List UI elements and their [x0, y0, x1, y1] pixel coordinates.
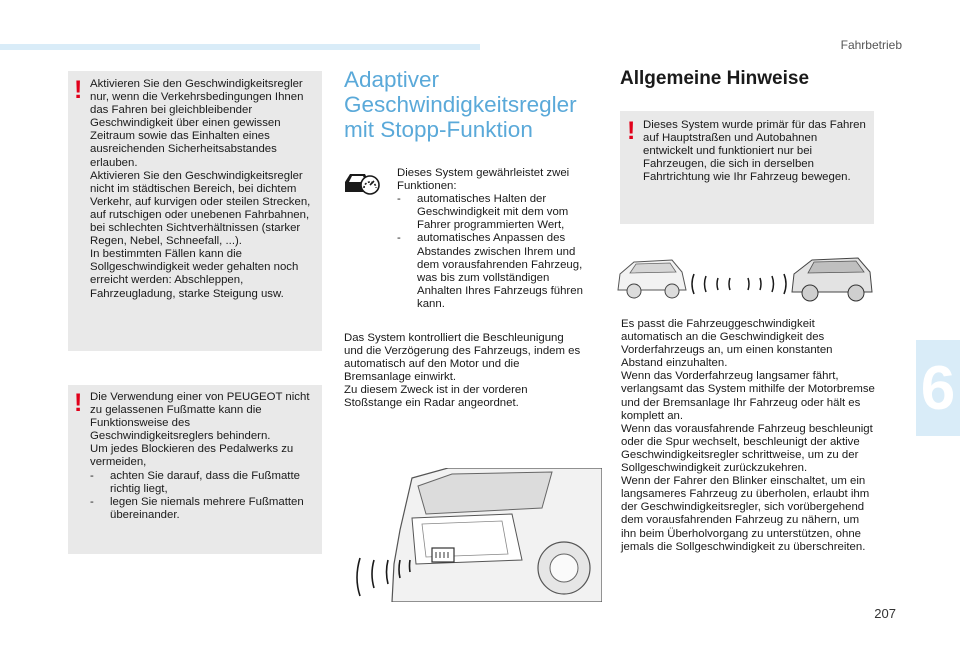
- header-bar: [0, 44, 480, 50]
- adaptive-intro: [397, 167, 587, 311]
- warning-paragraph: Aktivieren Sie den Geschwindigkeitsregler nur, wenn die Verkehrsbedingungen Ihnen das Fahren bei gleichbleibender Geschwindigkeit über einen gewissen Zeitraum sowie das Einhalten eines ausreichenden Sicherheitsabstandes erlauben.: [90, 78, 304, 169]
- chapter-number: 6: [920, 353, 956, 423]
- exclamation-icon: !: [74, 389, 83, 417]
- following-distance-illustration: [612, 250, 876, 305]
- warning-paragraph: In bestimmten Fällen kann die Sollgeschwindigkeit weder gehalten noch erreicht werden: Abschleppen, Fahrzeugladung, starke Steigung usw.: [90, 248, 299, 300]
- list-item: - automatisches Halten der Geschwindigkeit mit dem vom Fahrer programmierten Wert,: [397, 193, 569, 232]
- warning-box-system-scope: [620, 111, 874, 224]
- list-item: - legen Sie niemals mehrere Fußmatten übereinander.: [90, 495, 304, 521]
- general-body-text: Es passt die Fahrzeuggeschwindigkeit automatisch an die Geschwindigkeit des Vorderfahrzeugs an, um einen konstanten Abstand einzuhalten. Wenn das Vorderfahrzeug langsamer fährt, verlangsamt das System mithilfe der Motorbremse und der Bremsanlage Ihr Fahrzeug oder hält es komplett an. Wenn das vorausfahrende Fahrzeug beschleunigt oder die Spur wechselt, beschleunigt der aktive Geschwindigkeitsregler schrittweise, um zu der Sollgeschwindigkeit zurückzukehren. Wenn der Fahrer den Blinker einschaltet, um ein langsameres Fahrzeug zu überholen, erlaubt ihm der Geschwindigkeitsregler, sich vorübergehend dem vorausfahrenden Fahrzeug zu nähern, um ihn beim Überholvorgang zu unterstützen, ohne jemals die Sollgeschwindigkeit zu überschreiten.: [621, 318, 875, 553]
- warning-box-driving-conditions: [68, 71, 322, 351]
- chapter-tab: [916, 340, 960, 436]
- adaptive-cruise-heading: Adaptiver Geschwindigkeitsregler mit Stopp-Funktion: [344, 67, 577, 142]
- exclamation-icon: !: [627, 117, 636, 145]
- warning-paragraph: Die Verwendung einer von PEUGEOT nicht zu gelassenen Fußmatte kann die Funktionsweise des Geschwindigkeitsreglers behindern.: [90, 391, 310, 443]
- section-label: Fahrbetrieb: [840, 38, 902, 52]
- function-list: [397, 193, 587, 311]
- floor-mat-list: [90, 470, 316, 522]
- list-item: - automatisches Anpassen des Abstandes zwischen Ihrem und dem vorausfahrenden Fahrzeug, was bis zum vollständigen Anhalten Ihres Fahrzeugs führen kann.: [397, 232, 583, 310]
- page-number: 207: [874, 606, 896, 621]
- car-front-radar-illustration: [352, 468, 602, 602]
- exclamation-icon: !: [74, 76, 83, 104]
- warning-paragraph: Aktivieren Sie den Geschwindigkeitsregler nicht im städtischen Bereich, bei dichtem Verkehr, auf kurvigen oder steilen Strecken, auf rutschigen oder unebenen Fahrbahnen, bei schlechten Sichtverhältnissen (starker Regen, Nebel, Schneefall, ...).: [90, 169, 311, 248]
- warning-paragraph: Dieses System wurde primär für das Fahren auf Hauptstraßen und Autobahnen entwickelt und funktioniert nur bei Fahrzeugen, die sich in derselben Fahrtrichtung wie Ihr Fahrzeug bewegen.: [643, 119, 866, 184]
- list-item: - achten Sie darauf, dass die Fußmatte richtig liegt,: [90, 469, 300, 495]
- general-notes-heading: Allgemeine Hinweise: [620, 68, 810, 89]
- intro-text: Dieses System gewährleistet zwei Funktionen:: [397, 167, 570, 193]
- warning-paragraph: Um jedes Blockieren des Pedalwerks zu vermeiden,: [90, 443, 294, 469]
- cruise-control-icon: [343, 168, 381, 196]
- warning-box-floor-mat: [68, 385, 322, 554]
- adaptive-body-text: Das System kontrolliert die Beschleunigung und die Verzögerung des Fahrzeugs, indem es automatisch auf den Motor und die Bremsanlage einwirkt. Zu diesem Zweck ist in der vorderen Stoßstange ein Radar angeordnet.: [344, 332, 581, 410]
